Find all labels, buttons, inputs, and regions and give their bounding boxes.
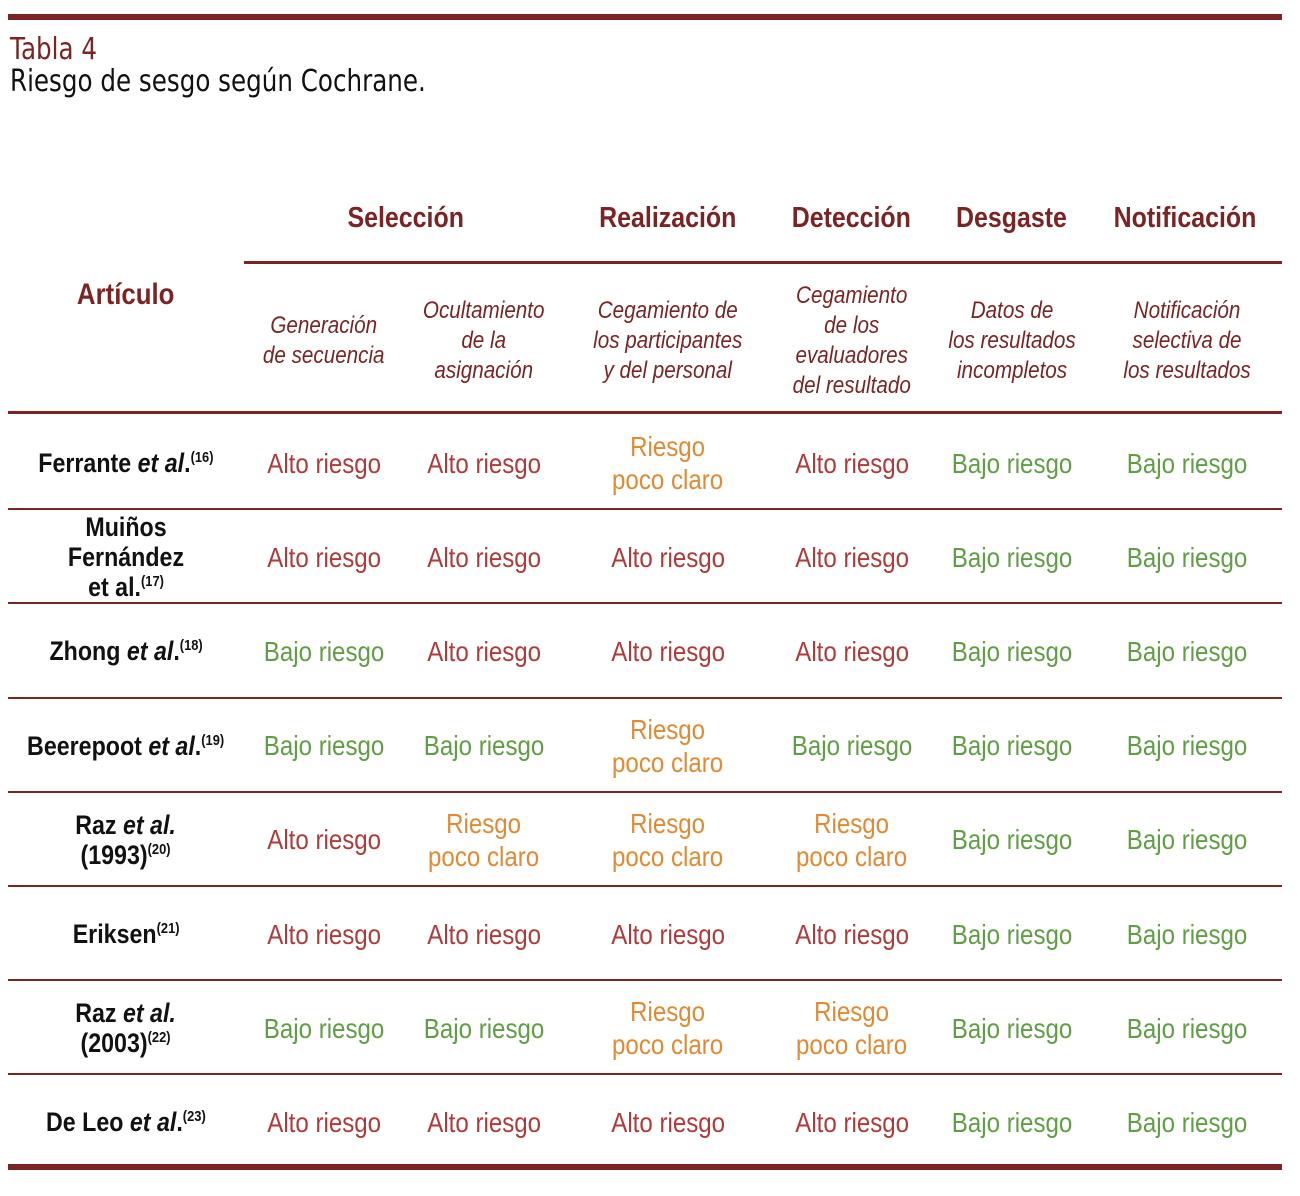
- risk-label-alto: Alto riesgo: [611, 541, 725, 573]
- group-header-label: Detección: [791, 201, 912, 234]
- reference-number: (21): [156, 920, 180, 937]
- risk-label-bajo: Bajo riesgo: [1126, 730, 1248, 762]
- risk-label-alto: Alto riesgo: [795, 918, 909, 950]
- risk-label-alto: Alto riesgo: [267, 918, 381, 950]
- sub-header-label: Ocultamiento de la asignación: [423, 297, 545, 384]
- article-punct: .: [195, 730, 202, 761]
- article-name-text: Ferrante: [38, 448, 138, 478]
- sub-header-label: Generación de secuencia: [263, 312, 385, 369]
- risk-cell: [244, 416, 404, 510]
- risk-cell: [772, 981, 932, 1075]
- article-etal: et al: [129, 1107, 177, 1138]
- risk-label-poco: Riesgo poco claro: [428, 807, 540, 872]
- risk-cell: [772, 793, 932, 887]
- article-name: [73, 919, 180, 949]
- risk-cell: [1092, 793, 1282, 887]
- risk-cell: [772, 604, 932, 698]
- risk-cell: [564, 510, 772, 604]
- risk-label-bajo: Bajo riesgo: [1126, 918, 1248, 950]
- article-etal: et al: [137, 448, 185, 478]
- article-etal: et al.: [123, 998, 177, 1029]
- group-header-label: Selección: [347, 201, 465, 234]
- risk-label-bajo: Bajo riesgo: [263, 635, 385, 667]
- risk-label-bajo: Bajo riesgo: [951, 824, 1073, 856]
- risk-cell: [244, 887, 404, 981]
- risk-label-bajo: Bajo riesgo: [951, 918, 1073, 950]
- risk-cell: [932, 887, 1092, 981]
- sub-header-3: [564, 276, 772, 406]
- article-column-header-label: Artículo: [77, 278, 175, 311]
- risk-cell: [1092, 699, 1282, 793]
- article-name: [76, 998, 177, 1058]
- table-row: [0, 887, 1300, 981]
- risk-cell: [404, 887, 564, 981]
- article-name-text-line2: (1993): [80, 839, 149, 870]
- article-name: [25, 512, 228, 602]
- risk-label-bajo: Bajo riesgo: [1126, 635, 1248, 667]
- risk-label-alto: Alto riesgo: [427, 447, 541, 479]
- article-name-text: Beerepoot: [27, 730, 149, 761]
- article-name: [49, 636, 202, 666]
- sub-header-2: [404, 276, 564, 406]
- risk-cell: [564, 793, 772, 887]
- risk-cell: [772, 1075, 932, 1169]
- reference-number: (16): [190, 449, 214, 466]
- risk-cell: [1092, 1075, 1282, 1169]
- risk-cell: [404, 793, 564, 887]
- risk-label-alto: Alto riesgo: [267, 1106, 381, 1138]
- group-header-2: [568, 196, 768, 240]
- risk-label-bajo: Bajo riesgo: [791, 730, 913, 762]
- article-name-text-line2: et al.: [88, 572, 141, 603]
- risk-cell: [404, 699, 564, 793]
- risk-cell: [404, 510, 564, 604]
- risk-cell: [564, 981, 772, 1075]
- risk-label-bajo: Bajo riesgo: [951, 447, 1073, 479]
- sub-header-label: Notificación selectiva de los resultados: [1123, 297, 1251, 384]
- article-punct: .: [184, 448, 191, 478]
- article-name: [38, 448, 213, 478]
- article-etal: et al: [148, 730, 196, 761]
- reference-number: (22): [148, 1029, 172, 1047]
- sub-header-1: [244, 276, 404, 406]
- article-cell: [8, 510, 244, 604]
- risk-label-bajo: Bajo riesgo: [951, 1012, 1073, 1044]
- article-name-text: Raz: [75, 998, 124, 1029]
- risk-label-poco: Riesgo poco claro: [612, 996, 724, 1061]
- group-header-3: [768, 196, 935, 240]
- risk-label-alto: Alto riesgo: [795, 1106, 909, 1138]
- risk-cell: [1092, 604, 1282, 698]
- table-row: [0, 981, 1300, 1075]
- risk-label-bajo: Bajo riesgo: [951, 1106, 1073, 1138]
- sub-header-label: Datos de los resultados incompletos: [948, 297, 1076, 384]
- risk-label-poco: Riesgo poco claro: [612, 431, 724, 495]
- risk-label-bajo: Bajo riesgo: [951, 541, 1073, 573]
- risk-cell: [564, 1075, 772, 1169]
- table-label: Tabla 4: [10, 32, 98, 67]
- risk-label-bajo: Bajo riesgo: [263, 730, 385, 762]
- risk-cell: [404, 416, 564, 510]
- group-header-5: [1088, 196, 1282, 240]
- group-header-rule: [244, 261, 1282, 264]
- table-row: [0, 699, 1300, 793]
- risk-label-bajo: Bajo riesgo: [951, 730, 1073, 762]
- risk-label-alto: Alto riesgo: [427, 635, 541, 667]
- header-rule: [8, 411, 1282, 414]
- reference-number: (18): [179, 637, 203, 655]
- risk-label-alto: Alto riesgo: [427, 918, 541, 950]
- sub-header-6: [1092, 276, 1282, 406]
- reference-number: (23): [182, 1108, 206, 1126]
- risk-label-bajo: Bajo riesgo: [423, 1012, 545, 1044]
- article-etal: et al.: [123, 809, 177, 840]
- article-name-text-line2: (2003): [80, 1028, 149, 1059]
- risk-cell: [244, 510, 404, 604]
- risk-label-bajo: Bajo riesgo: [1126, 541, 1248, 573]
- reference-number: (17): [140, 573, 164, 591]
- risk-cell: [244, 604, 404, 698]
- risk-label-alto: Alto riesgo: [611, 918, 725, 950]
- top-rule: [8, 14, 1282, 20]
- risk-cell: [564, 699, 772, 793]
- risk-cell: [932, 1075, 1092, 1169]
- risk-label-alto: Alto riesgo: [795, 635, 909, 667]
- article-cell: [8, 887, 244, 981]
- table-caption: Riesgo de sesgo según Cochrane.: [10, 64, 426, 99]
- risk-cell: [932, 604, 1092, 698]
- risk-cell: [932, 416, 1092, 510]
- table-row: [0, 604, 1300, 698]
- risk-label-alto: Alto riesgo: [611, 1106, 725, 1138]
- sub-header-4: [772, 276, 932, 406]
- risk-cell: [932, 699, 1092, 793]
- article-name: [46, 1107, 206, 1137]
- risk-cell: [564, 887, 772, 981]
- article-cell: [8, 604, 244, 698]
- reference-number: (20): [148, 840, 172, 858]
- risk-cell: [1092, 887, 1282, 981]
- risk-cell: [404, 981, 564, 1075]
- risk-label-bajo: Bajo riesgo: [951, 635, 1073, 667]
- article-punct: .: [173, 636, 180, 667]
- article-cell: [8, 793, 244, 887]
- article-column-header: [8, 272, 244, 318]
- sub-header-5: [932, 276, 1092, 406]
- article-name-text: Zhong: [49, 636, 127, 667]
- risk-label-poco: Riesgo poco claro: [796, 807, 908, 872]
- risk-label-alto: Alto riesgo: [267, 541, 381, 573]
- risk-label-bajo: Bajo riesgo: [263, 1012, 385, 1044]
- risk-cell: [564, 416, 772, 510]
- risk-label-poco: Riesgo poco claro: [612, 807, 724, 872]
- risk-cell: [564, 604, 772, 698]
- table-row: [0, 793, 1300, 887]
- risk-label-poco: Riesgo poco claro: [796, 996, 908, 1061]
- risk-label-bajo: Bajo riesgo: [1126, 824, 1248, 856]
- risk-label-bajo: Bajo riesgo: [1126, 1106, 1248, 1138]
- article-name-text: Eriksen: [72, 919, 157, 949]
- risk-label-alto: Alto riesgo: [267, 447, 381, 479]
- group-header-label: Notificación: [1113, 201, 1257, 234]
- risk-label-poco: Riesgo poco claro: [612, 713, 724, 778]
- risk-cell: [244, 1075, 404, 1169]
- table-row: [0, 510, 1300, 604]
- article-cell: [8, 1075, 244, 1169]
- risk-cell: [932, 981, 1092, 1075]
- risk-label-bajo: Bajo riesgo: [1126, 1012, 1248, 1044]
- group-header-label: Realización: [599, 201, 737, 234]
- risk-cell: [244, 699, 404, 793]
- risk-label-alto: Alto riesgo: [427, 1106, 541, 1138]
- risk-cell: [772, 510, 932, 604]
- article-cell: [8, 416, 244, 510]
- risk-cell: [404, 1075, 564, 1169]
- article-name: [27, 731, 224, 761]
- group-header-4: [935, 196, 1088, 240]
- group-header-1: [244, 196, 568, 240]
- risk-cell: [244, 981, 404, 1075]
- table-row: [0, 1075, 1300, 1169]
- risk-cell: [772, 416, 932, 510]
- risk-cell: [1092, 510, 1282, 604]
- risk-cell: [244, 793, 404, 887]
- risk-label-alto: Alto riesgo: [795, 541, 909, 573]
- sub-header-label: Cegamiento de los evaluadores del resultado: [792, 282, 912, 399]
- risk-cell: [1092, 416, 1282, 510]
- risk-cell: [1092, 981, 1282, 1075]
- article-name-text: De Leo: [46, 1107, 130, 1138]
- risk-label-alto: Alto riesgo: [427, 541, 541, 573]
- group-header-label: Desgaste: [956, 201, 1067, 234]
- risk-cell: [772, 699, 932, 793]
- risk-label-alto: Alto riesgo: [795, 447, 909, 479]
- reference-number: (19): [201, 731, 225, 749]
- article-etal: et al: [126, 636, 174, 667]
- table-row: [0, 416, 1300, 510]
- risk-cell: [772, 887, 932, 981]
- bottom-rule: [8, 1164, 1282, 1170]
- risk-cell: [932, 793, 1092, 887]
- risk-cell: [404, 604, 564, 698]
- risk-cell: [932, 510, 1092, 604]
- risk-label-alto: Alto riesgo: [267, 824, 381, 856]
- article-name: [76, 810, 177, 870]
- risk-label-bajo: Bajo riesgo: [423, 730, 545, 762]
- risk-label-alto: Alto riesgo: [611, 635, 725, 667]
- risk-label-bajo: Bajo riesgo: [1126, 447, 1248, 479]
- article-cell: [8, 981, 244, 1075]
- article-punct: .: [176, 1107, 183, 1138]
- article-name-text: Raz: [75, 809, 124, 840]
- article-name-text: Muiños Fernández: [67, 512, 185, 573]
- sub-header-label: Cegamiento de los participantes y del personal: [593, 297, 743, 384]
- article-cell: [8, 699, 244, 793]
